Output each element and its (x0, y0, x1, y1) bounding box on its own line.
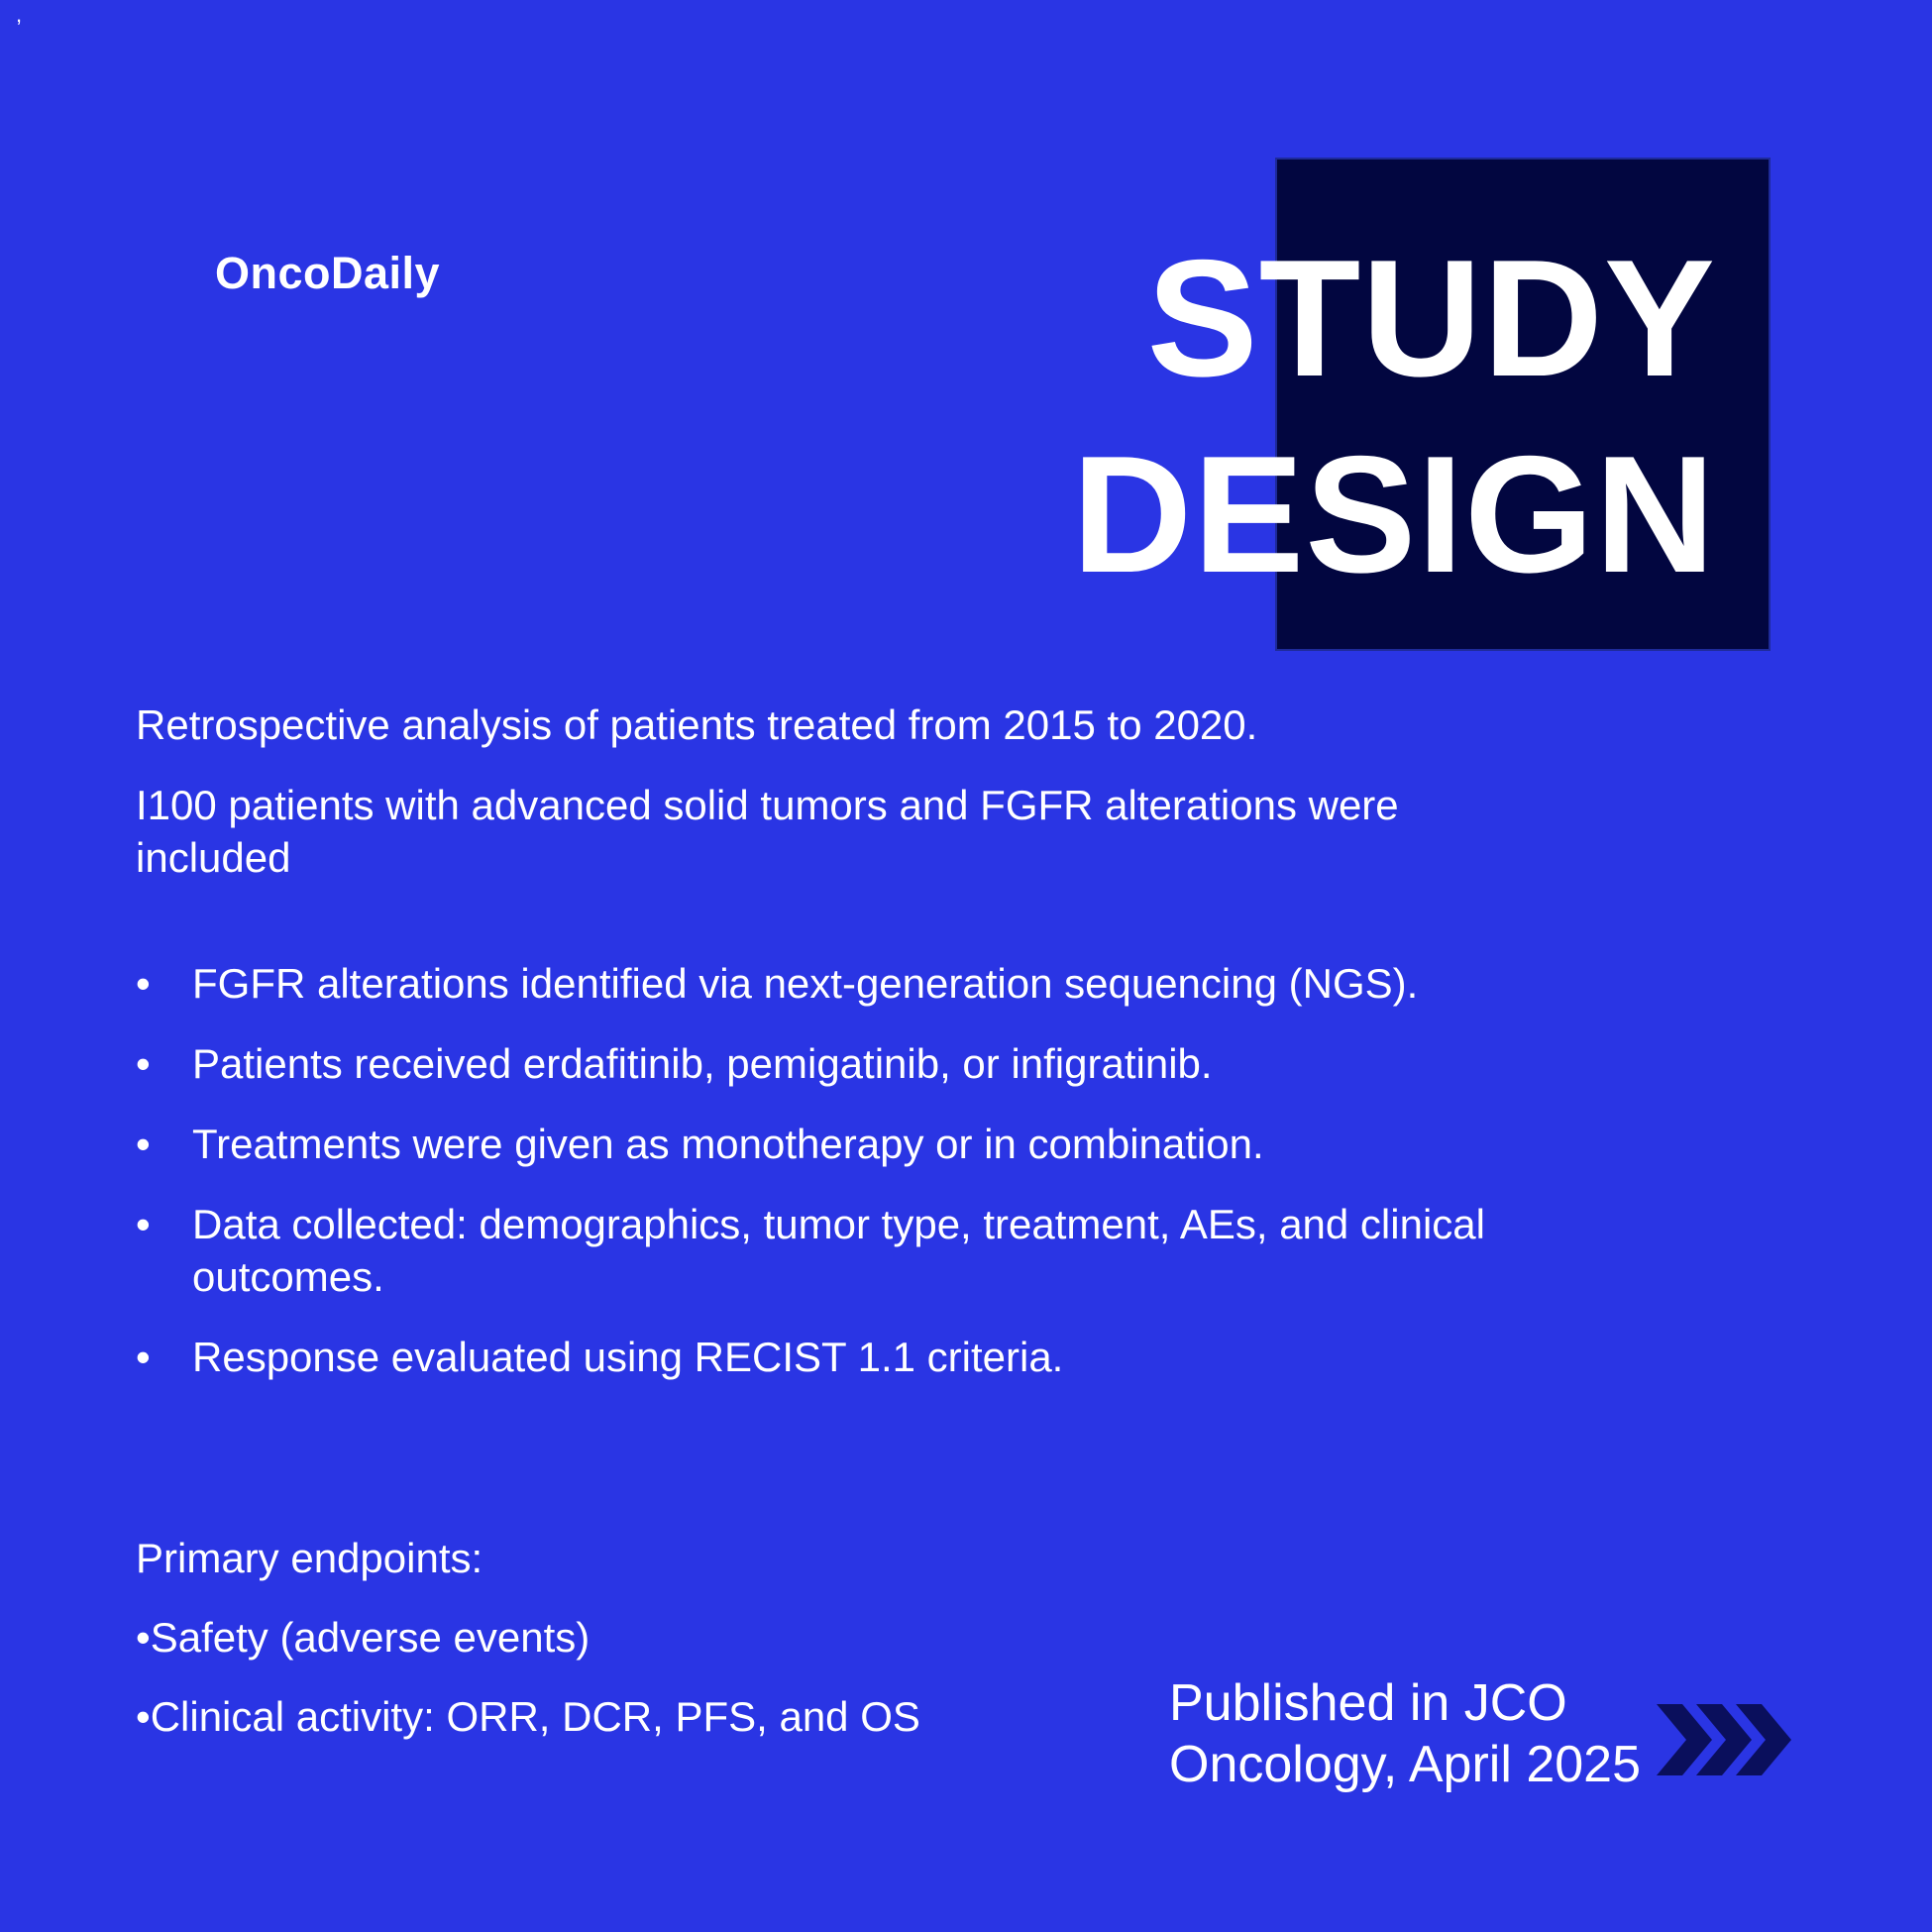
triple-chevron-right-icon (1657, 1700, 1803, 1779)
stray-comma-mark: , (16, 2, 23, 27)
list-item (136, 1037, 1659, 1090)
bullet-text: FGFR alterations identified via next-generation sequencing (NGS). (192, 960, 1419, 1007)
bullet-icon: • (136, 1121, 151, 1167)
bullet-icon: • (136, 960, 151, 1007)
endpoints-heading: Primary endpoints: (136, 1535, 483, 1581)
intro-paragraph-1: Retrospective analysis of patients treated from 2015 to 2020. (136, 701, 1258, 748)
bullet-text: Patients received erdafitinib, pemigatinib, or infigratinib. (192, 1040, 1213, 1087)
primary-endpoints (136, 1532, 920, 1770)
list-item (136, 1118, 1659, 1170)
bullet-text: Treatments were given as monotherapy or in combination. (192, 1121, 1264, 1167)
brand-name: OncoDaily (215, 248, 441, 298)
bullet-icon: • (136, 1040, 151, 1087)
title-line-1: STUDY (1146, 225, 1716, 411)
list-item (136, 957, 1659, 1010)
bullet-text: Response evaluated using RECIST 1.1 criteria. (192, 1334, 1064, 1380)
published-line-2: Oncology, April 2025 (1169, 1736, 1641, 1793)
page-title (1072, 220, 1716, 612)
bullet-icon: • (136, 1334, 151, 1380)
publication-note (1169, 1672, 1641, 1795)
list-item (136, 1198, 1599, 1303)
endpoint-item-clinical-activity: •Clinical activity: ORR, DCR, PFS, and OS (136, 1693, 920, 1740)
endpoint-item-safety: •Safety (adverse events) (136, 1614, 590, 1661)
intro-paragraph-2: I100 patients with advanced solid tumors and FGFR alterations were included (136, 782, 1399, 881)
study-details (136, 698, 1543, 1411)
bullet-icon: • (136, 1201, 151, 1247)
title-line-2: DESIGN (1071, 421, 1716, 607)
published-line-1: Published in JCO (1169, 1674, 1567, 1732)
method-bullet-list (136, 957, 1543, 1383)
list-item (136, 1331, 1659, 1383)
bullet-text: Data collected: demographics, tumor type, treatment, AEs, and clinical outcomes. (192, 1201, 1485, 1300)
